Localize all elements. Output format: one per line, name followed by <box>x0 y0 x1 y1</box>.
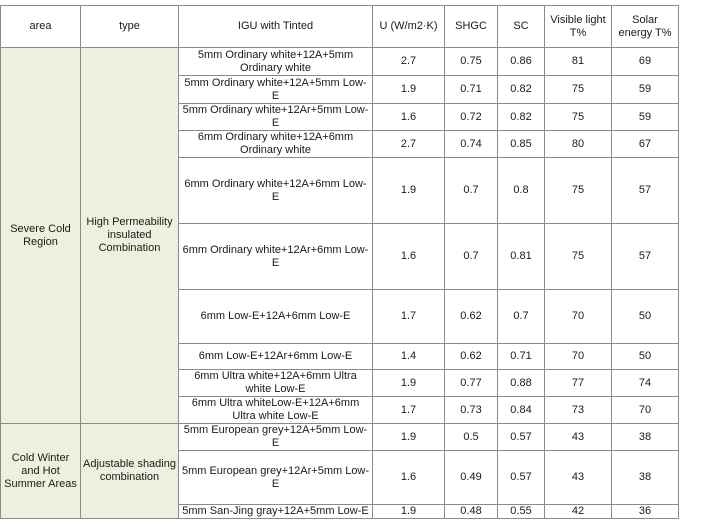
sc-cell: 0.55 <box>498 505 545 519</box>
sc-cell: 0.85 <box>498 131 545 158</box>
igu-cell: 6mm Ordinary white+12Ar+6mm Low-E <box>179 224 373 290</box>
u-value-cell: 1.9 <box>373 76 445 104</box>
type-cell: Adjustable shading combination <box>81 424 179 519</box>
shgc-cell: 0.5 <box>445 424 498 451</box>
sc-cell: 0.81 <box>498 224 545 290</box>
header-u-value: U (W/m2·K) <box>373 6 445 48</box>
igu-cell: 6mm Ordinary white+12A+6mm Ordinary white <box>179 131 373 158</box>
solar-energy-cell: 57 <box>612 224 679 290</box>
visible-light-cell: 70 <box>545 290 612 344</box>
sc-cell: 0.71 <box>498 344 545 370</box>
visible-light-cell: 43 <box>545 451 612 505</box>
igu-cell: 5mm European grey+12Ar+5mm Low-E <box>179 451 373 505</box>
header-visible-light: Visible light T% <box>545 6 612 48</box>
visible-light-cell: 75 <box>545 158 612 224</box>
igu-cell: 6mm Low-E+12Ar+6mm Low-E <box>179 344 373 370</box>
table-row <box>1 48 679 76</box>
visible-light-cell: 43 <box>545 424 612 451</box>
type-cell: High Permeability insulated Combination <box>81 48 179 424</box>
igu-cell: 6mm Ordinary white+12A+6mm Low-E <box>179 158 373 224</box>
solar-energy-cell: 59 <box>612 104 679 131</box>
sc-cell: 0.7 <box>498 290 545 344</box>
shgc-cell: 0.72 <box>445 104 498 131</box>
u-value-cell: 1.9 <box>373 158 445 224</box>
solar-energy-cell: 74 <box>612 370 679 397</box>
sc-cell: 0.57 <box>498 451 545 505</box>
solar-energy-cell: 38 <box>612 424 679 451</box>
igu-cell: 5mm European grey+12A+5mm Low-E <box>179 424 373 451</box>
solar-energy-cell: 38 <box>612 451 679 505</box>
area-cell: Cold Winter and Hot Summer Areas <box>1 424 81 519</box>
u-value-cell: 1.6 <box>373 104 445 131</box>
header-igu: IGU with Tinted <box>179 6 373 48</box>
shgc-cell: 0.49 <box>445 451 498 505</box>
header-solar-energy: Solar energy T% <box>612 6 679 48</box>
visible-light-cell: 77 <box>545 370 612 397</box>
sc-cell: 0.88 <box>498 370 545 397</box>
sc-cell: 0.84 <box>498 397 545 424</box>
visible-light-cell: 70 <box>545 344 612 370</box>
igu-cell: 5mm Ordinary white+12A+5mm Ordinary white <box>179 48 373 76</box>
solar-energy-cell: 69 <box>612 48 679 76</box>
u-value-cell: 1.9 <box>373 505 445 519</box>
visible-light-cell: 75 <box>545 76 612 104</box>
solar-energy-cell: 67 <box>612 131 679 158</box>
area-cell: Severe Cold Region <box>1 48 81 424</box>
u-value-cell: 1.6 <box>373 224 445 290</box>
shgc-cell: 0.7 <box>445 224 498 290</box>
header-type: type <box>81 6 179 48</box>
igu-cell: 6mm Low-E+12A+6mm Low-E <box>179 290 373 344</box>
visible-light-cell: 81 <box>545 48 612 76</box>
shgc-cell: 0.77 <box>445 370 498 397</box>
igu-cell: 6mm Ultra white+12A+6mm Ultra white Low-E <box>179 370 373 397</box>
sc-cell: 0.82 <box>498 104 545 131</box>
visible-light-cell: 75 <box>545 104 612 131</box>
u-value-cell: 1.7 <box>373 290 445 344</box>
u-value-cell: 1.4 <box>373 344 445 370</box>
visible-light-cell: 80 <box>545 131 612 158</box>
visible-light-cell: 75 <box>545 224 612 290</box>
igu-cell: 5mm San-Jing gray+12A+5mm Low-E <box>179 505 373 519</box>
u-value-cell: 2.7 <box>373 131 445 158</box>
u-value-cell: 2.7 <box>373 48 445 76</box>
shgc-cell: 0.48 <box>445 505 498 519</box>
sc-cell: 0.86 <box>498 48 545 76</box>
sc-cell: 0.8 <box>498 158 545 224</box>
igu-cell: 6mm Ultra whiteLow-E+12A+6mm Ultra white Low-E <box>179 397 373 424</box>
u-value-cell: 1.9 <box>373 424 445 451</box>
glass-performance-table <box>0 5 679 519</box>
solar-energy-cell: 50 <box>612 290 679 344</box>
visible-light-cell: 42 <box>545 505 612 519</box>
solar-energy-cell: 36 <box>612 505 679 519</box>
solar-energy-cell: 59 <box>612 76 679 104</box>
shgc-cell: 0.74 <box>445 131 498 158</box>
igu-cell: 5mm Ordinary white+12A+5mm Low-E <box>179 76 373 104</box>
shgc-cell: 0.62 <box>445 344 498 370</box>
table-row <box>1 424 679 451</box>
visible-light-cell: 73 <box>545 397 612 424</box>
u-value-cell: 1.7 <box>373 397 445 424</box>
solar-energy-cell: 50 <box>612 344 679 370</box>
shgc-cell: 0.71 <box>445 76 498 104</box>
header-area: area <box>1 6 81 48</box>
shgc-cell: 0.73 <box>445 397 498 424</box>
shgc-cell: 0.75 <box>445 48 498 76</box>
igu-cell: 5mm Ordinary white+12Ar+5mm Low-E <box>179 104 373 131</box>
sc-cell: 0.82 <box>498 76 545 104</box>
shgc-cell: 0.62 <box>445 290 498 344</box>
solar-energy-cell: 57 <box>612 158 679 224</box>
u-value-cell: 1.9 <box>373 370 445 397</box>
shgc-cell: 0.7 <box>445 158 498 224</box>
sc-cell: 0.57 <box>498 424 545 451</box>
header-row <box>1 6 679 48</box>
header-sc: SC <box>498 6 545 48</box>
u-value-cell: 1.6 <box>373 451 445 505</box>
solar-energy-cell: 70 <box>612 397 679 424</box>
header-shgc: SHGC <box>445 6 498 48</box>
